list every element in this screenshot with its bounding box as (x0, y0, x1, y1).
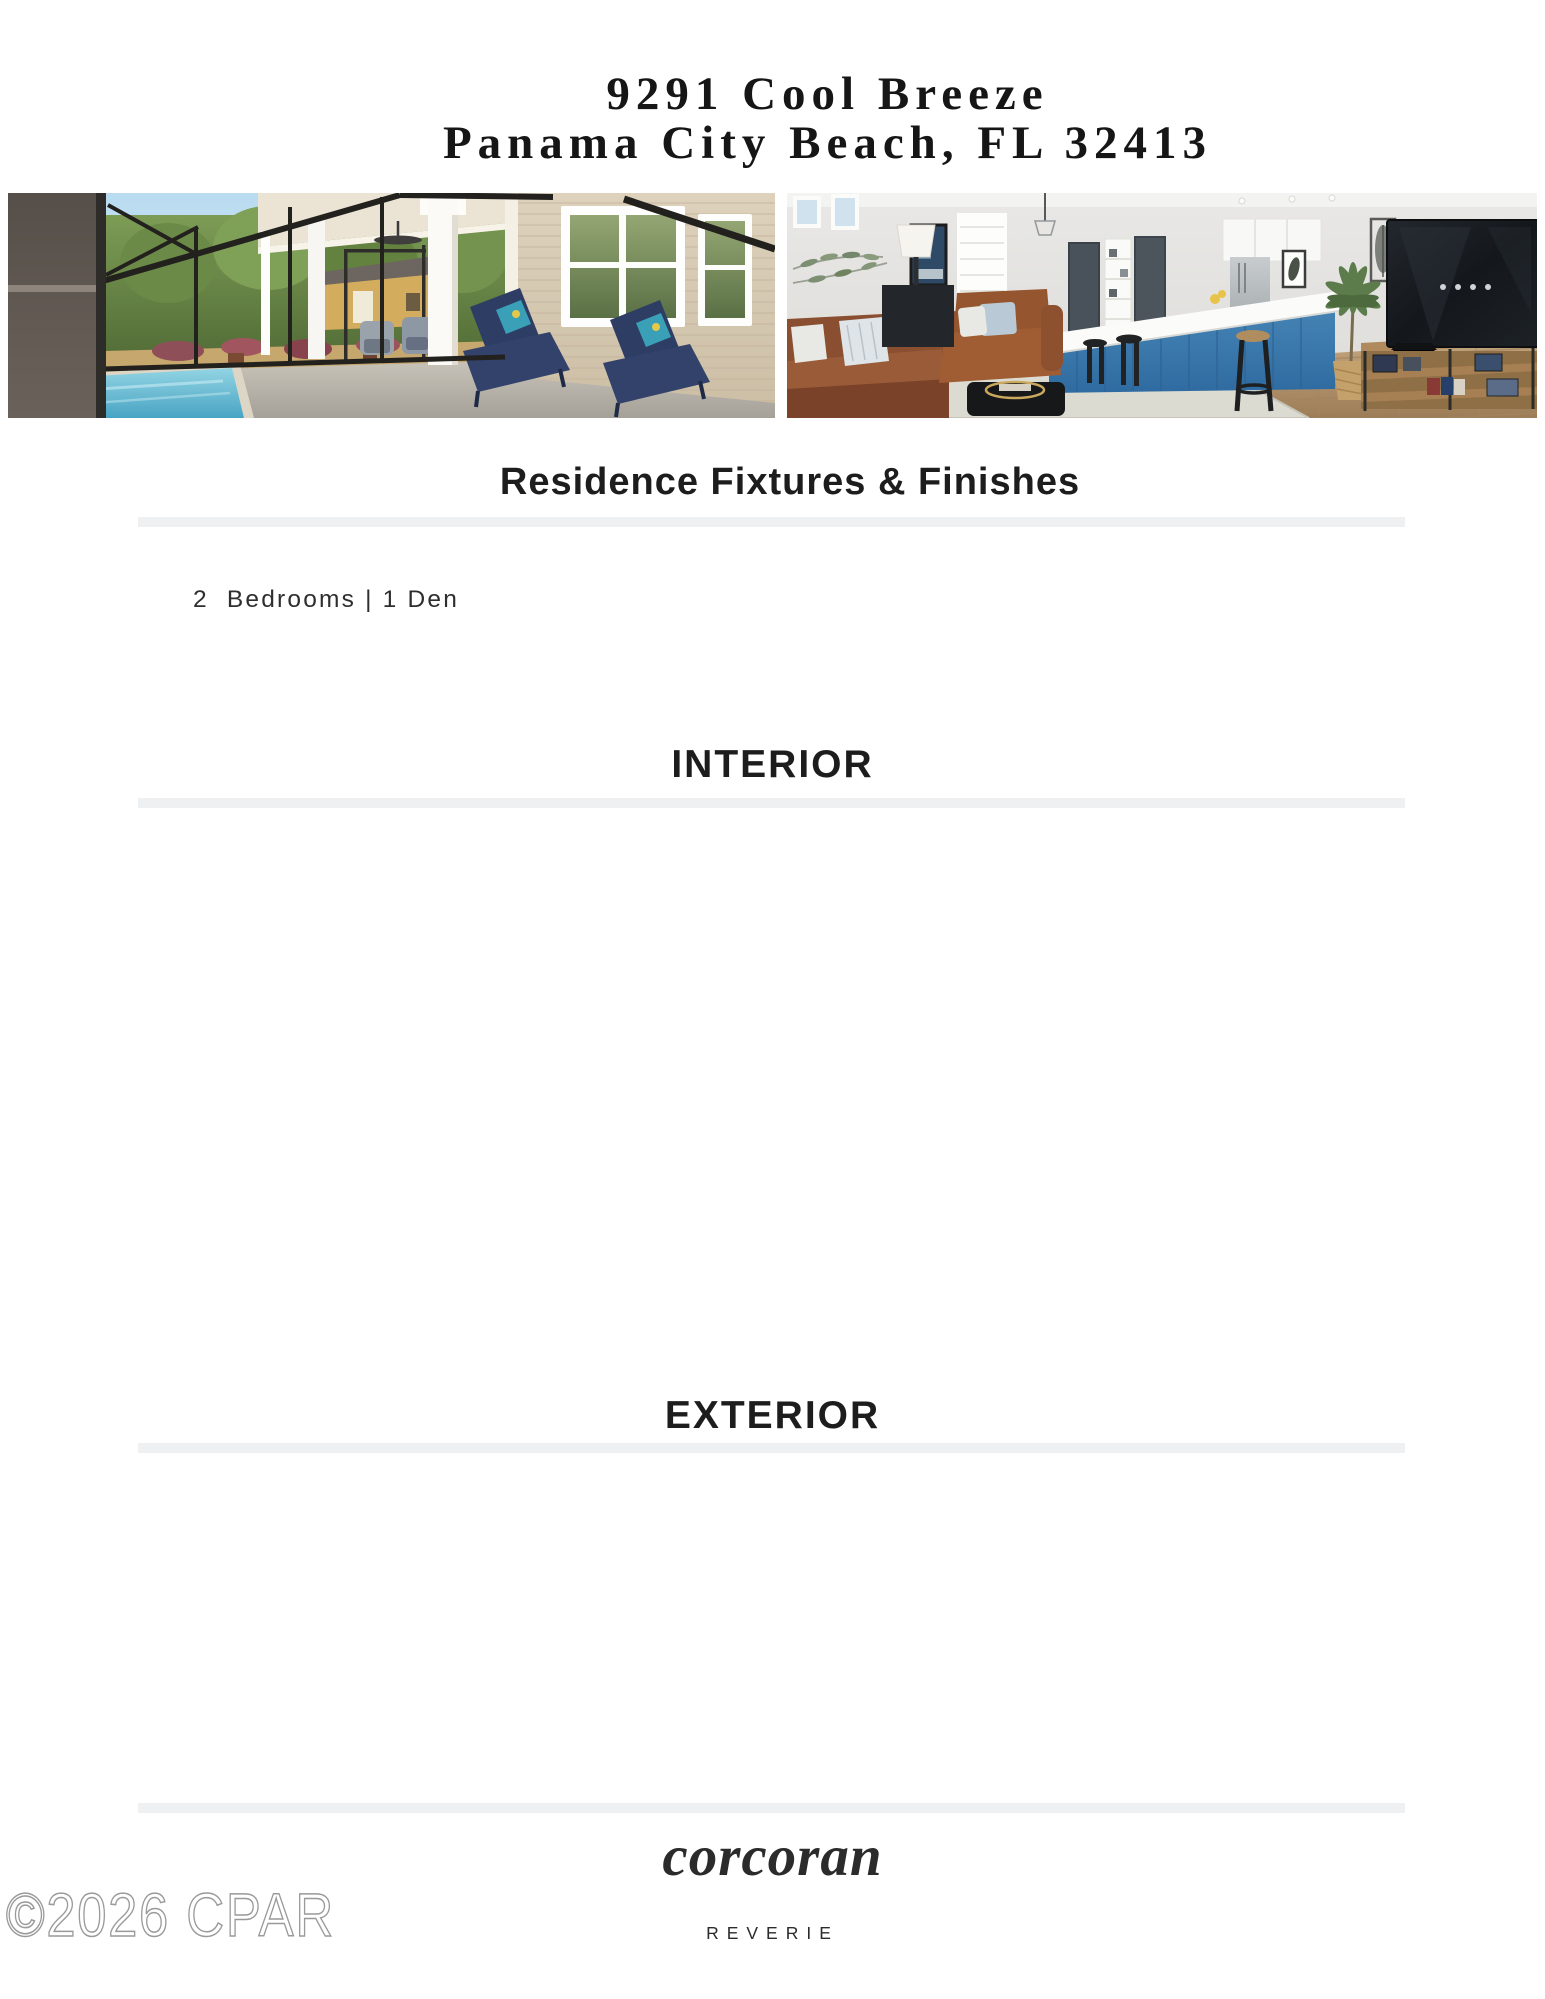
corcoran-wordmark: corcoran (662, 1825, 883, 1888)
photo-pool-lanai (8, 193, 775, 418)
divider (138, 517, 1405, 527)
address-line2: Panama City Beach, FL 32413 (442, 117, 1213, 169)
brand-division: REVERIE (706, 1923, 839, 1943)
fixtures-heading: Residence Fixtures & Finishes (499, 461, 1081, 503)
exterior-heading: EXTERIOR (664, 1394, 881, 1437)
living-room-illustration (787, 193, 1537, 418)
divider (138, 1803, 1405, 1813)
interior-heading: INTERIOR (671, 743, 874, 786)
photo-living-room (787, 193, 1537, 418)
address-line1: 9291 Cool Breeze (606, 68, 1049, 120)
pool-lanai-illustration (8, 193, 775, 418)
property-address (110, 70, 1545, 168)
divider (138, 1443, 1405, 1453)
summary-line: 2 Bedrooms | 1 Den (193, 586, 460, 613)
divider (138, 798, 1405, 808)
copyright-watermark: ©2026 CPAR (6, 1881, 335, 1949)
summary-left-column (193, 577, 459, 624)
brand-gradient-bar (651, 1894, 894, 1902)
